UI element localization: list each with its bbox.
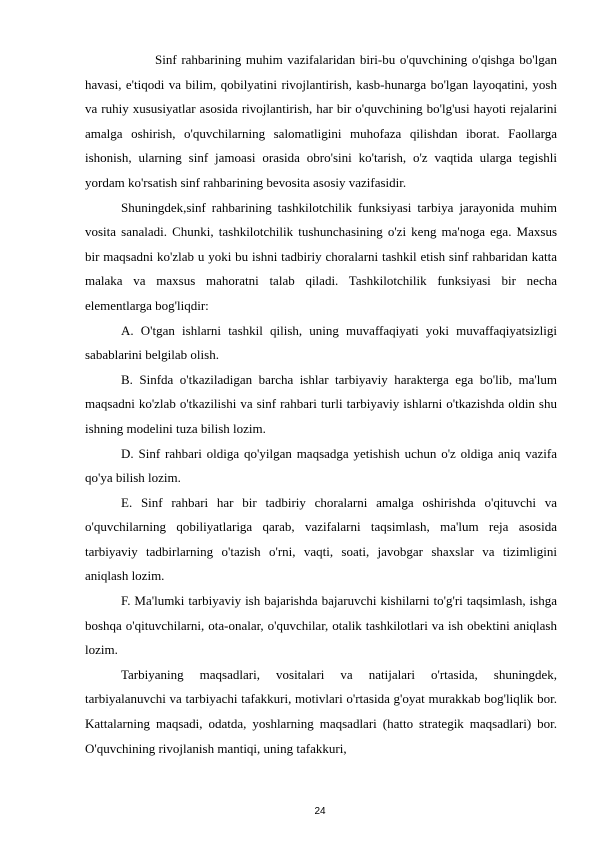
paragraph-2: Shuningdek,sinf rahbarining tashkilotchilik funksiyasi tarbiya jarayonida muhim vosita sanaladi. Chunki, tashkilotchilik tushunchasining o'zi keng ma'noga ega. Maxsus bir maqsadni ko'zlab u yoki bu ishni tadbiriy choralarni tashkil etish sinf rahbaridan katta malaka va maxsus mahoratni talab qiladi. Tashkilotchilik funksiyasi bir necha elementlarga bog'liqdir: xyxy=(85,199,557,313)
paragraph-3: A. O'tgan ishlarni tashkil qilish, uning muvaffaqiyati yoki muvaffaqiyatsizligi sabablarini belgilab olish. xyxy=(85,322,557,363)
body-text xyxy=(85,48,557,761)
paragraph-7: F. Ma'lumki tarbiyaviy ish bajarishda bajaruvchi kishilarni to'g'ri taqsimlash, ishga boshqa o'qituvchilarni, ota-onalar, o'quvchilar, otalik tashkilotlari va ish obektini aniqlash lozim. xyxy=(85,593,557,658)
paragraph-8: Tarbiyaning maqsadlari, vositalari va natijalari o'rtasida, shuningdek, tarbiyalanuvchi va tarbiyachi tafakkuri, motivlari o'rtasida g'oyat murakkab bog'liqlik bor. Kattalarning maqsadi, odatda, yoshlarning maqsadlari (hatto strategik maqsadlari) bor. O'quvchining rivojlanish mantiqi, uning tafakkuri, xyxy=(85,666,557,756)
paragraph-5: D. Sinf rahbari oldiga qo'yilgan maqsadga yetishish uchun o'z oldiga aniq vazifa qo'ya bilish lozim. xyxy=(85,445,557,486)
paragraph-4: B. Sinfda o'tkaziladigan barcha ishlar tarbiyaviy harakterga ega bo'lib, ma'lum maqsadni ko'zlab o'tkazilishi va sinf rahbari turli tarbiyaviy ishlarni o'tkazishda oldin shu ishning modelini tuza bilish lozim. xyxy=(85,371,557,436)
page-number: 24 xyxy=(314,806,326,817)
paragraph-6: E. Sinf rahbari har bir tadbiriy choralarni amalga oshirishda o'qituvchi va o'quvchilarning qobiliyatlariga qarab, vazifalarni taqsimlash, ma'lum reja asosida tarbiyaviy tadbirlarning o'tazish o'rni, vaqti, soati, javobgar shaxslar va tizimligini aniqlash lozim. xyxy=(85,494,557,584)
paragraph-1: Sinf rahbarining muhim vazifalaridan biri-bu o'quvchining o'qishga bo'lgan havasi, e'tiqodi va bilim, qobilyatini rivojlantirish, kasb-hunarga bo'lgan layoqatini, yosh va ruhiy xususiyatlar asosida rivojlantirish, har bir o'quvchining bo'lg'usi hayoti rejalarini amalga oshirish, o'quvchilarning salomatligini muhofaza qilishdan iborat. Faollarga ishonish, ularning sinf jamoasi orasida obro'sini ko'tarish, o'z vaqtida ularga tegishli yordam ko'rsatish sinf rahbarining bevosita asosiy vazifasidir. xyxy=(85,52,557,190)
